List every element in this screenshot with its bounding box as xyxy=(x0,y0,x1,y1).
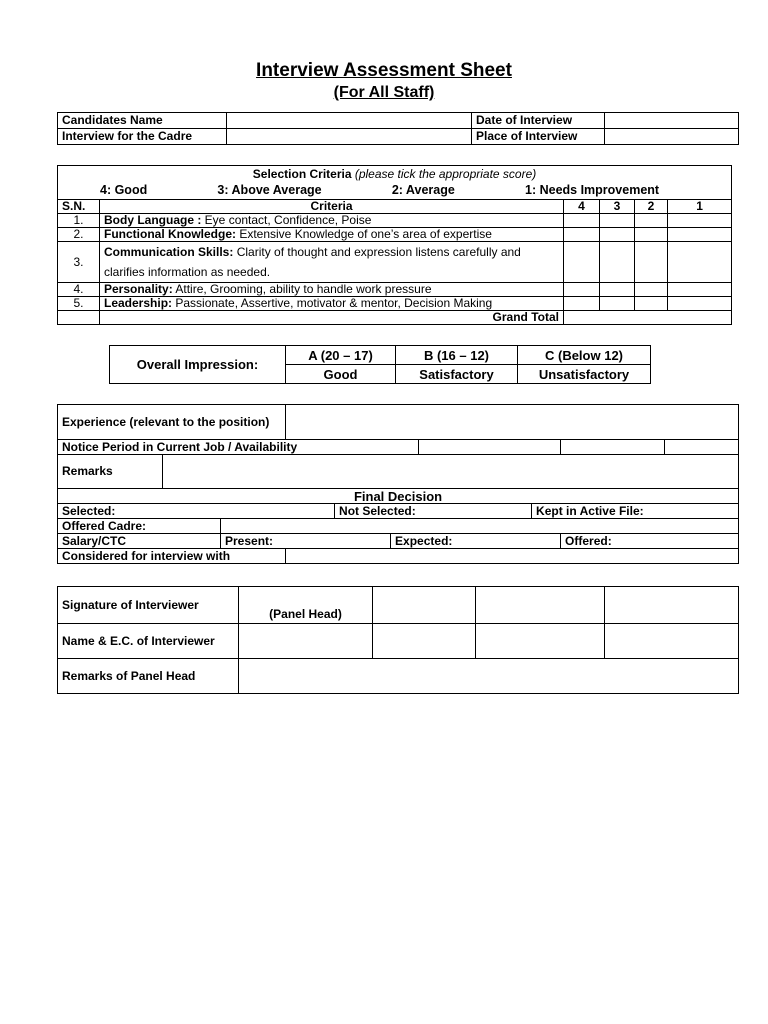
date-of-interview-label: Date of Interview xyxy=(472,113,605,129)
criteria-name: Communication Skills: xyxy=(104,245,234,259)
score-cell-2[interactable] xyxy=(635,242,668,283)
panel-head-signature-field[interactable] xyxy=(239,587,373,624)
criteria-text xyxy=(100,214,564,228)
col-header-score-4: 4 xyxy=(564,200,600,214)
selection-criteria-table xyxy=(57,165,732,325)
criteria-name: Functional Knowledge: xyxy=(104,227,236,241)
scale-good: 4: Good xyxy=(100,183,148,197)
page-subtitle: (For All Staff) xyxy=(333,84,435,101)
remarks-field[interactable] xyxy=(163,455,739,489)
signature-field-2[interactable] xyxy=(373,587,476,624)
score-cell-1[interactable] xyxy=(668,214,732,228)
grade-a-range[interactable]: A (20 – 17) xyxy=(286,346,396,365)
criteria-name: Body Language : xyxy=(104,213,202,227)
criteria-text xyxy=(100,283,564,297)
considered-for-field[interactable] xyxy=(286,549,739,564)
criteria-row xyxy=(58,297,732,311)
criteria-text xyxy=(100,297,564,311)
scale-needs-improvement: 1: Needs Improvement xyxy=(525,183,660,197)
notice-extra-field[interactable] xyxy=(665,440,739,455)
offered-cadre-field[interactable] xyxy=(221,519,739,534)
score-cell-4[interactable] xyxy=(564,242,600,283)
col-header-score-3: 3 xyxy=(600,200,635,214)
score-cell-4[interactable] xyxy=(564,214,600,228)
grand-total-label: Grand Total xyxy=(100,311,564,325)
overall-impression-label: Overall Impression: xyxy=(110,346,286,384)
offered-cadre-label: Offered Cadre: xyxy=(58,519,221,534)
grade-a-label[interactable]: Good xyxy=(286,365,396,384)
score-cell-2[interactable] xyxy=(635,228,668,242)
name-ec-field-1[interactable] xyxy=(239,624,373,659)
salary-present-field[interactable]: Present: xyxy=(221,534,391,549)
name-ec-label: Name & E.C. of Interviewer xyxy=(58,624,239,659)
scale-above-average: 3: Above Average xyxy=(217,183,322,197)
score-cell-3[interactable] xyxy=(600,214,635,228)
name-ec-field-2[interactable] xyxy=(373,624,476,659)
selection-criteria-heading xyxy=(58,166,732,183)
criteria-desc: Extensive Knowledge of one’s area of expertise xyxy=(236,227,492,241)
final-decision-heading: Final Decision xyxy=(58,489,739,504)
page-title: Interview Assessment Sheet xyxy=(256,60,512,81)
col-header-criteria: Criteria xyxy=(100,200,564,214)
score-cell-2[interactable] xyxy=(635,214,668,228)
place-of-interview-field[interactable] xyxy=(605,129,739,145)
criteria-desc: Clarity of thought and expression listens carefully and clarifies information as needed. xyxy=(104,245,521,279)
criteria-name: Personality: xyxy=(104,282,173,296)
criteria-sn: 1. xyxy=(58,214,100,228)
selected-option[interactable]: Selected: xyxy=(58,504,335,519)
remarks-label: Remarks xyxy=(58,455,163,489)
name-ec-field-4[interactable] xyxy=(605,624,739,659)
name-ec-field-3[interactable] xyxy=(476,624,605,659)
experience-field[interactable] xyxy=(286,405,739,440)
score-cell-2[interactable] xyxy=(635,297,668,311)
candidate-details-table xyxy=(57,404,739,564)
panel-head-label: (Panel Head) xyxy=(269,607,342,621)
notice-period-label: Notice Period in Current Job / Availability xyxy=(58,440,419,455)
interview-cadre-field[interactable] xyxy=(227,129,472,145)
criteria-text xyxy=(100,228,564,242)
col-header-sn: S.N. xyxy=(58,200,100,214)
criteria-desc: Eye contact, Confidence, Poise xyxy=(201,213,372,227)
criteria-desc: Passionate, Assertive, motivator & mentor, Decision Making xyxy=(172,296,493,310)
salary-expected-field[interactable]: Expected: xyxy=(391,534,561,549)
criteria-sn: 5. xyxy=(58,297,100,311)
remarks-panel-head-field[interactable] xyxy=(239,659,739,694)
col-header-score-1: 1 xyxy=(668,200,732,214)
score-cell-3[interactable] xyxy=(600,228,635,242)
kept-in-active-file-option[interactable]: Kept in Active File: xyxy=(532,504,739,519)
score-cell-2[interactable] xyxy=(635,283,668,297)
criteria-name: Leadership: xyxy=(104,296,173,310)
candidate-info-table xyxy=(57,112,739,145)
date-of-interview-field[interactable] xyxy=(605,113,739,129)
grade-b-label[interactable]: Satisfactory xyxy=(396,365,518,384)
candidates-name-field[interactable] xyxy=(227,113,472,129)
score-scale-row xyxy=(58,182,732,200)
signature-label: Signature of Interviewer xyxy=(58,587,239,624)
score-cell-4[interactable] xyxy=(564,297,600,311)
not-selected-option[interactable]: Not Selected: xyxy=(335,504,532,519)
criteria-sn: 3. xyxy=(58,242,100,283)
criteria-row xyxy=(58,283,732,297)
interview-cadre-label: Interview for the Cadre xyxy=(58,129,227,145)
criteria-desc: Attire, Grooming, ability to handle work pressure xyxy=(172,282,432,296)
score-cell-3[interactable] xyxy=(600,242,635,283)
grand-total-sn-blank xyxy=(58,311,100,325)
signature-field-3[interactable] xyxy=(476,587,605,624)
score-cell-3[interactable] xyxy=(600,283,635,297)
score-cell-1[interactable] xyxy=(668,283,732,297)
notice-period-field[interactable] xyxy=(419,440,561,455)
score-cell-3[interactable] xyxy=(600,297,635,311)
scale-average: 2: Average xyxy=(391,183,455,197)
interviewer-signoff-table xyxy=(57,586,739,694)
criteria-row xyxy=(58,228,732,242)
place-of-interview-label: Place of Interview xyxy=(472,129,605,145)
selection-criteria-title: Selection Criteria xyxy=(252,166,352,181)
salary-ctc-label: Salary/CTC xyxy=(58,534,221,549)
criteria-sn: 2. xyxy=(58,228,100,242)
score-cell-4[interactable] xyxy=(564,283,600,297)
grade-c-label[interactable]: Unsatisfactory xyxy=(518,365,651,384)
considered-for-label: Considered for interview with xyxy=(58,549,286,564)
criteria-row xyxy=(58,214,732,228)
grade-b-range[interactable]: B (16 – 12) xyxy=(396,346,518,365)
salary-offered-field[interactable]: Offered: xyxy=(561,534,739,549)
score-cell-1[interactable] xyxy=(668,297,732,311)
remarks-panel-head-label: Remarks of Panel Head xyxy=(58,659,239,694)
score-cell-4[interactable] xyxy=(564,228,600,242)
grand-total-field[interactable] xyxy=(564,311,732,325)
criteria-row xyxy=(58,242,732,283)
overall-impression-table xyxy=(109,345,651,384)
signature-field-4[interactable] xyxy=(605,587,739,624)
criteria-text xyxy=(100,242,564,283)
grade-c-range[interactable]: C (Below 12) xyxy=(518,346,651,365)
criteria-sn: 4. xyxy=(58,283,100,297)
experience-label: Experience (relevant to the position) xyxy=(58,405,286,440)
score-cell-1[interactable] xyxy=(668,228,732,242)
availability-field[interactable] xyxy=(561,440,665,455)
selection-criteria-note: (please tick the appropriate score) xyxy=(354,166,537,181)
col-header-score-2: 2 xyxy=(635,200,668,214)
candidates-name-label: Candidates Name xyxy=(58,113,227,129)
score-cell-1[interactable] xyxy=(668,242,732,283)
